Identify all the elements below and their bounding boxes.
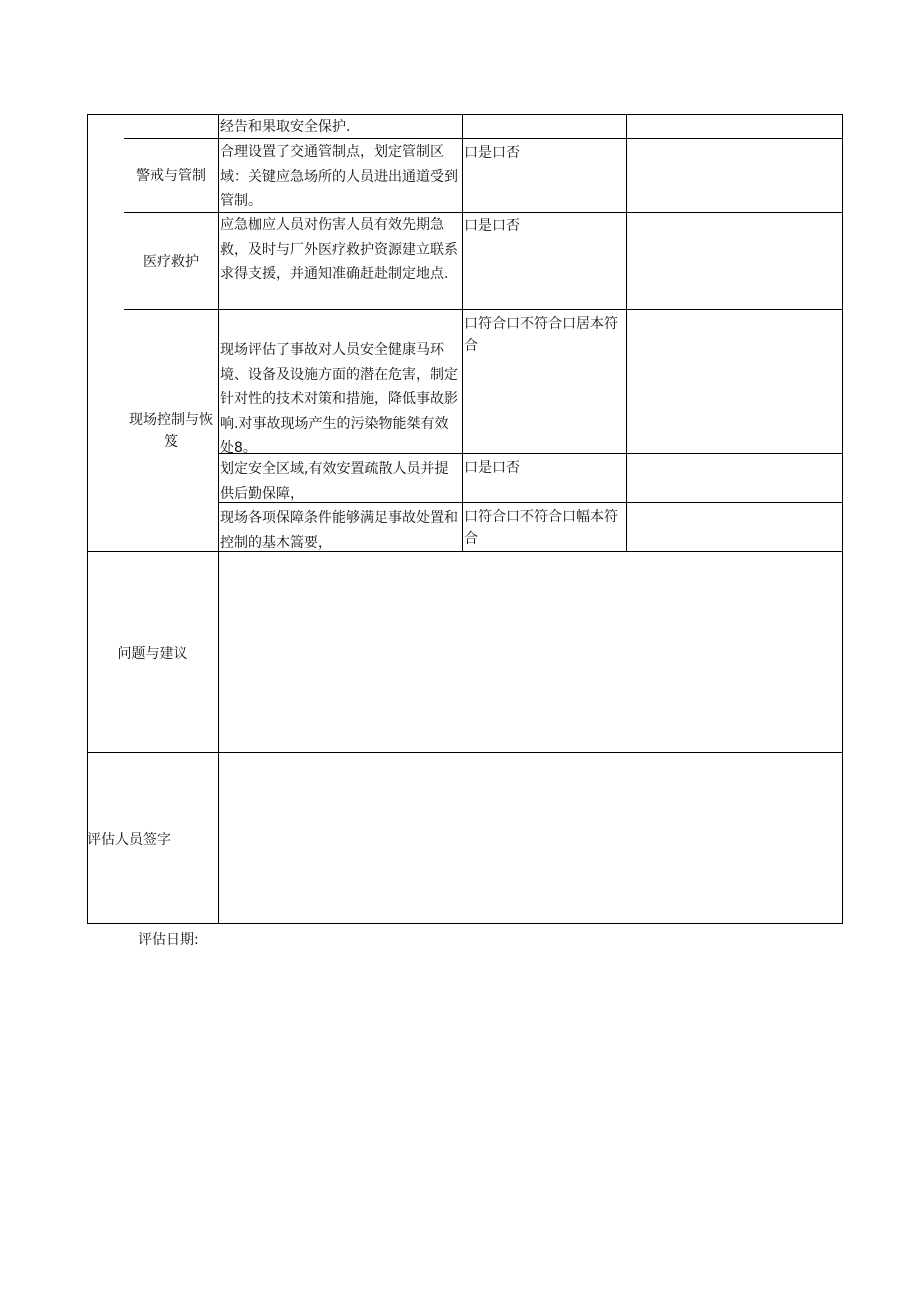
column-divider	[462, 114, 463, 552]
content-cell: 合理设置了交通管制点，划定管制区域：关键应急场所的人员进出通道受到管制。	[220, 144, 458, 209]
category-label-alert: 警戒与管制	[136, 168, 206, 184]
compliance-options: 口符合口不符合口幅本符合	[464, 509, 618, 547]
yes-no-options: 口是口否	[464, 145, 520, 161]
content-cell: 现场评估了事故对人员安全健康马环境、设备及设施方面的潜在危害，制定针对性的技术对策和措施，降低事故影响.对事故现场产生的污染物能桀有效处8。	[220, 342, 458, 456]
table-top-border	[87, 114, 843, 115]
row-divider	[124, 309, 843, 310]
content-cell: 划定安全区域,有效安置疏散人员并提供后勤保障，	[220, 461, 449, 502]
table-right-border	[842, 114, 843, 924]
yes-no-options: 口是口否	[464, 460, 520, 476]
category-label-scene: 现场控制与恢笈	[129, 412, 213, 450]
compliance-options: 口符合口不符合口居本符合	[464, 316, 618, 354]
content-cell: 经告和果取安全保护.	[220, 119, 351, 135]
signature-area[interactable]	[219, 753, 842, 923]
column-divider	[626, 114, 627, 552]
signature-label: 评估人员签字	[87, 832, 171, 848]
category-label-medical: 医疗救护	[143, 254, 199, 270]
content-cell: 应急枷应人员对伤害人员有效先期急救，及时与厂外医疗救护资源建立联系求得支援，并通知准确赶赴制定地点.	[220, 217, 458, 282]
issues-label: 问题与建议	[117, 646, 188, 662]
issues-input-area[interactable]	[219, 552, 842, 752]
table-bottom-border	[87, 923, 843, 924]
table-left-border	[87, 114, 88, 924]
yes-no-options: 口是口否	[464, 218, 520, 234]
content-cell: 现场各项保障条件能够满足事故处置和控制的基木篙要，	[220, 510, 458, 551]
evaluation-date-label: 评估日期:	[138, 932, 199, 948]
